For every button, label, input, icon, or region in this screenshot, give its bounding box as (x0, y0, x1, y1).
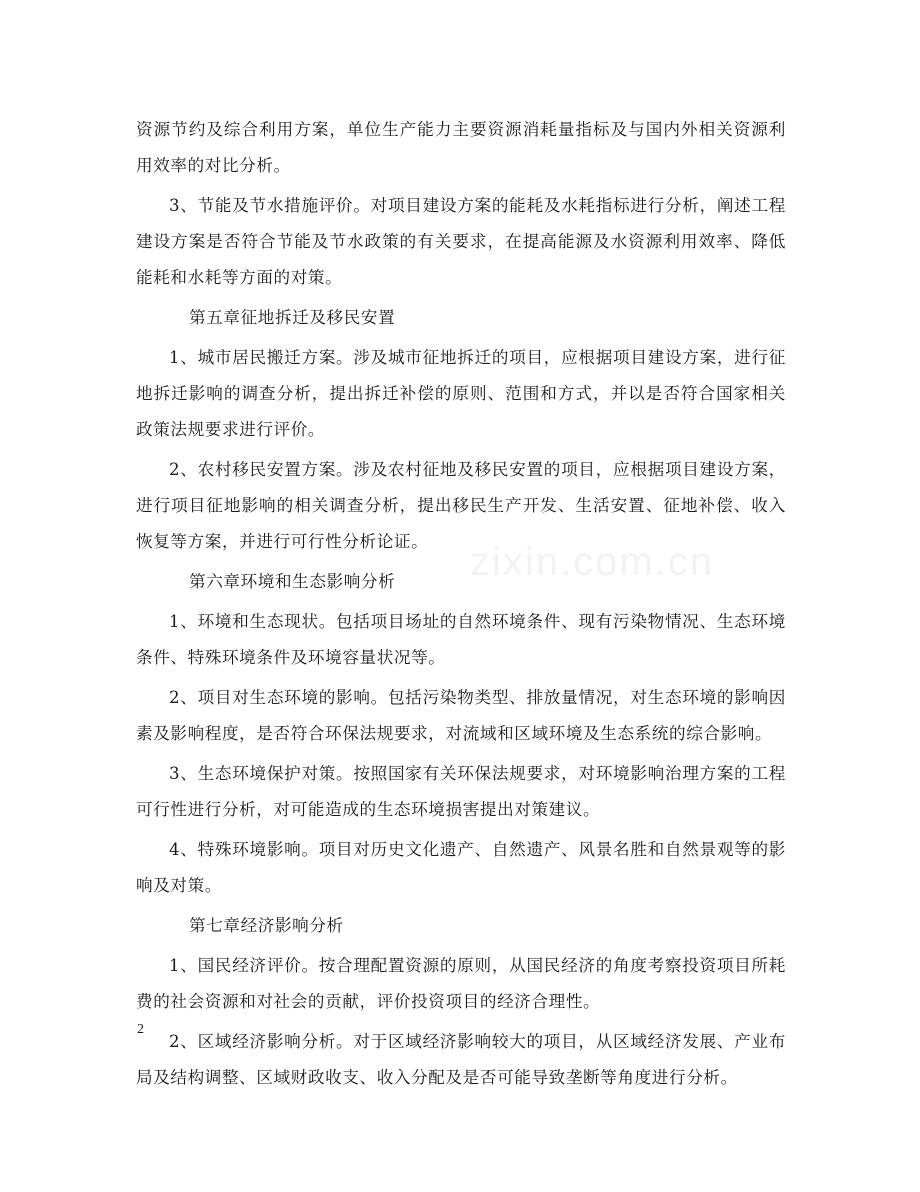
page-number: 2 (137, 1022, 144, 1037)
paragraph: 4、特殊环境影响。项目对历史文化遗产、自然遗产、风景名胜和自然景观等的影响及对策。 (136, 840, 786, 895)
paragraph: 2、区域经济影响分析。对于区域经济影响较大的项目，从区域经济发展、产业布局及结构调整、区域财政收支、收入分配及是否可能导致垄断等角度进行分析。 (136, 1032, 786, 1087)
chapter-heading: 第五章征地拆迁及移民安置 (189, 308, 396, 327)
chapter-heading: 第七章经济影响分析 (189, 916, 344, 935)
watermark: zixin.com.cn (470, 540, 715, 584)
paragraph: 1、城市居民搬迁方案。涉及城市征地拆迁的项目，应根据项目建设方案，进行征地拆迁影响的调查分析，提出拆迁补偿的原则、范围和方式，并以是否符合国家相关政策法规要求进行评价。 (136, 348, 786, 439)
document-body (136, 112, 786, 1100)
paragraph: 2、农村移民安置方案。涉及农村征地及移民安置的项目，应根据项目建设方案，进行项目征地影响的相关调查分析，提出移民生产开发、生活安置、征地补偿、收入恢复等方案，并进行可行性分析论证。 (136, 460, 786, 551)
paragraph: 2、项目对生态环境的影响。包括污染物类型、排放量情况，对生态环境的影响因素及影响程度，是否符合环保法规要求，对流域和区域环境及生态系统的综合影响。 (136, 688, 786, 743)
paragraph: 1、国民经济评价。按合理配置资源的原则，从国民经济的角度考察投资项目所耗费的社会资源和对社会的贡献，评价投资项目的经济合理性。 (136, 956, 786, 1011)
paragraph: 资源节约及综合利用方案，单位生产能力主要资源消耗量指标及与国内外相关资源利用效率的对比分析。 (136, 120, 786, 175)
chapter-heading: 第六章环境和生态影响分析 (189, 572, 396, 591)
paragraph: 3、节能及节水措施评价。对项目建设方案的能耗及水耗指标进行分析，阐述工程建设方案是否符合节能及节水政策的有关要求，在提高能源及水资源利用效率、降低能耗和水耗等方面的对策。 (136, 196, 786, 287)
paragraph: 1、环境和生态现状。包括项目场址的自然环境条件、现有污染物情况、生态环境条件、特殊环境条件及环境容量状况等。 (136, 612, 786, 667)
paragraph: 3、生态环境保护对策。按照国家有关环保法规要求，对环境影响治理方案的工程可行性进行分析，对可能造成的生态环境损害提出对策建议。 (136, 764, 786, 819)
